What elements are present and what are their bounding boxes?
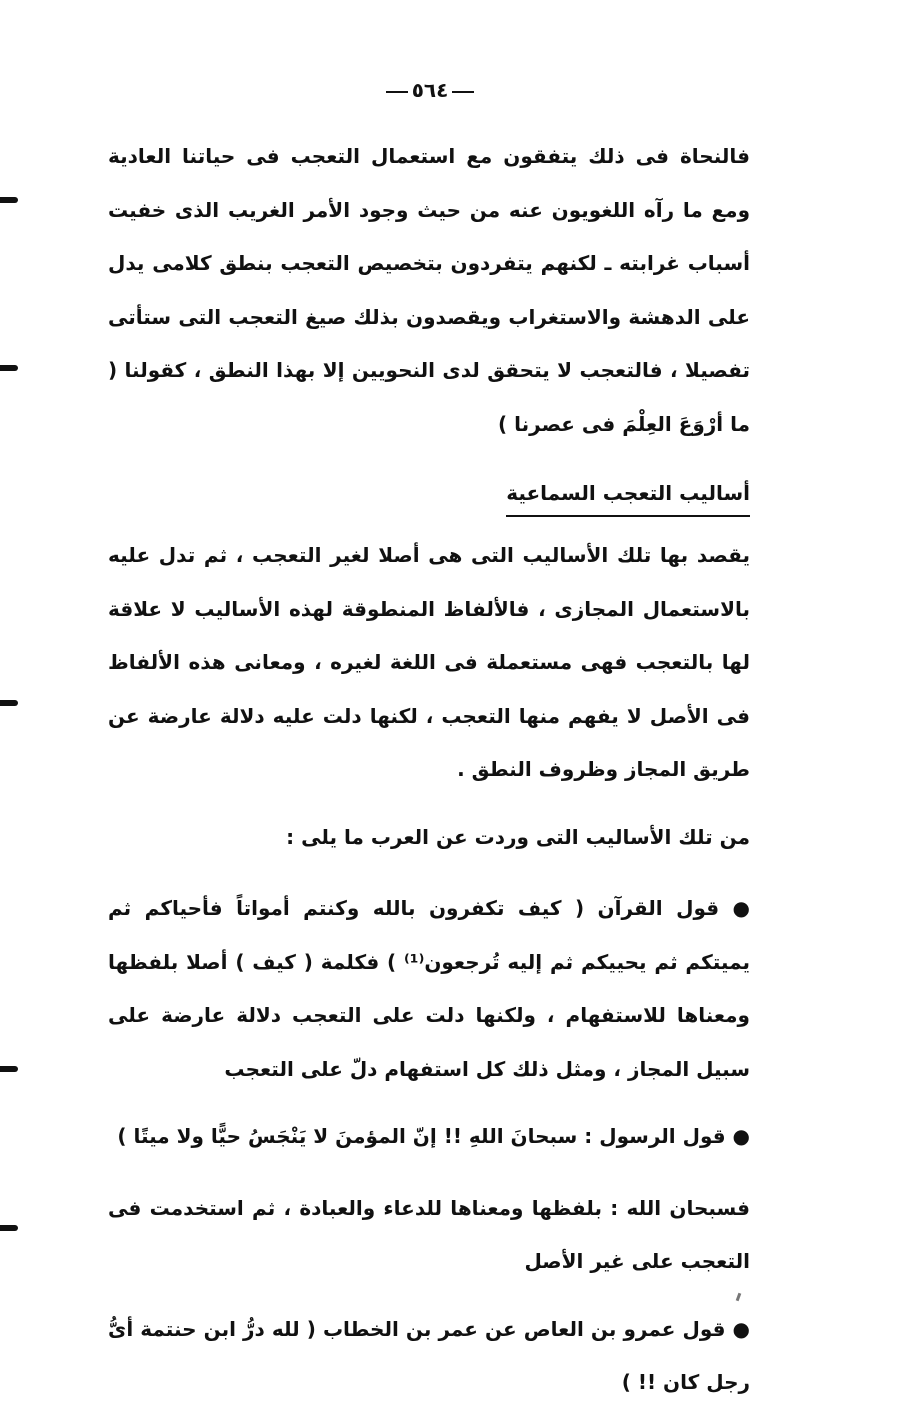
edge-mark [0, 1066, 18, 1072]
paragraph-grammarians-definition: فالنحاة فى ذلك يتفقون مع استعمال التعجب فى حياتنا العادية ومع ما رآه اللغويون عنه من حيث وجود الأمر الغريب الذى خفيت أسباب غرابته ـ لكنهم يتفردون بتخصيص التعجب بنطق كلامى يدل على الدهشة والاستغراب ويقصدون بذلك صيغ التعجب التى ستأتى تفصيلا ، فالتعجب لا يتحقق لدى النحويين إلا بهذا النطق ، كقولنا ( ما أرْوَعَ العِلْمَ فى عصرنا ) [108, 144, 750, 436]
edge-mark [0, 700, 18, 706]
page-number [380, 78, 480, 102]
paragraph-prophet-example: ● قول الرسول : سبحانَ اللهِ !! إنّ المؤمنَ لا يَنْجَسُ حيًّا ولا ميتًا ) [117, 1124, 750, 1148]
paragraph-subhan-allah-explanation: فسبحان الله : بلفظها ومعناها للدعاء والعبادة ، ثم استخدمت فى التعجب على غير الأصل [108, 1195, 750, 1273]
page-body [108, 130, 750, 1410]
edge-mark [0, 1225, 18, 1231]
page-number-dash-left [452, 91, 474, 93]
edge-mark [0, 197, 18, 203]
edge-mark [0, 365, 18, 371]
paragraph-quran-example: ● قول القرآن ( كيف تكفرون بالله وكنتم أمواتاً فأحياكم ثم يميتكم ثم يحييكم ثم إليه تُرجعون⁽¹⁾ ) فكلمة ( كيف ) أصلا بلفظها ومعناها للاستفهام ، ولكنها دلت على التعجب دلالة عارضة على سبيل المجاز ، ومثل ذلك كل استفهام دلّ على التعجب [108, 896, 750, 1081]
paragraph-examples-intro: من تلك الأساليب التى وردت عن العرب ما يلى : [286, 824, 750, 849]
section-heading: أساليب التعجب السماعية [506, 471, 750, 517]
paragraph-amr-example: ● قول عمرو بن العاص عن عمر بن الخطاب ( لله درُّ ابن حنتمة أىُّ رجل كان !! ) [108, 1316, 750, 1394]
page-number-dash-right [386, 91, 408, 93]
paragraph-auditory-styles: يقصد بها تلك الأساليب التى هى أصلا لغير التعجب ، ثم تدل عليه بالاستعمال المجازى ، فالألفاظ المنطوقة لهذه الأساليب لا علاقة لها بالتعجب فهى مستعملة فى اللغة لغيره ، ومعانى هذه الألفاظ فى الأصل لا يفهم منها التعجب ، لكنها دلت عليه دلالة عارضة عن طريق المجاز وظروف النطق . [108, 543, 750, 781]
page-number-text: ٥٦٤ [411, 78, 449, 102]
